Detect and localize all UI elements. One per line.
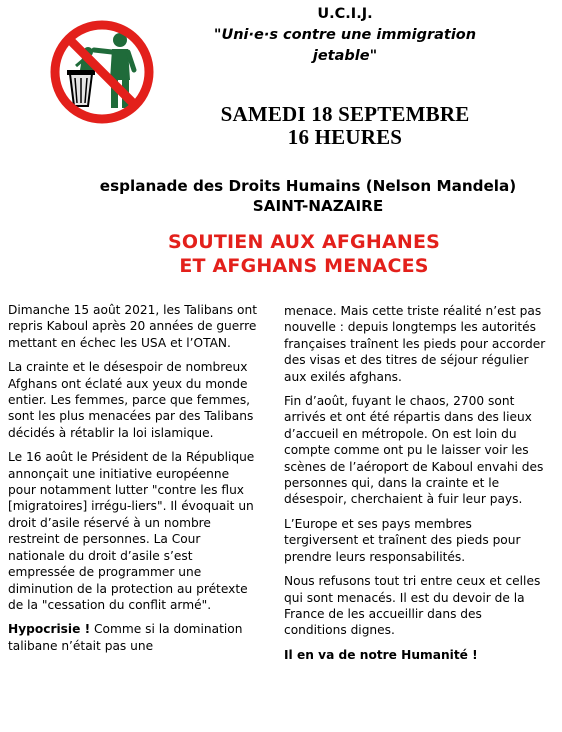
- organization-header: [160, 4, 530, 67]
- organization-slogan-line-2: jetable": [312, 48, 378, 64]
- right-paragraph-2: Fin d’août, fuyant le chaos, 2700 sont arrivés et ont été répartis dans des lieux d’accueil en métropole. On est loin du compte comme ont pu le laisser voir les scènes de l’aéroport de Kaboul envahi des personnes qui, dans la crainte et le désespoir, cherchaient à fuir leur pays.: [284, 394, 544, 507]
- left-paragraph-2: La crainte et le désespoir de nombreux Afghans ont éclaté aux yeux du monde entier. Les femmes, parce que femmes, sont les plus menacées par des Talibans décidés à rétablir la loi islamique.: [8, 360, 254, 440]
- event-venue: [0, 176, 562, 216]
- right-paragraph-1: menace. Mais cette triste réalité n’est pas nouvelle : depuis longtemps les autorités françaises traînent les pieds pour accorder des visas et des titres de séjour régulier aux exilés afghans.: [284, 304, 546, 384]
- right-paragraph-5: [284, 647, 546, 663]
- right-paragraph-3: L’Europe et ses pays membres tergiversent et traînent des pieds pour prendre leurs responsabilités.: [284, 516, 521, 564]
- right-paragraph-4: Nous refusons tout tri entre ceux et celles qui sont menacés. Il est du devoir de la France de les accueillir dans des conditions dignes.: [284, 574, 541, 638]
- left-paragraph-3: Le 16 août le Président de la République annonçait une initiative européenne pour notamment lutter "contre les flux [migratoires] irrégu-liers". Il évoquait un droit d’asile réservé à un nombre restreint de personnes. La Cour nationale du droit d’asile s’est empressée de programmer une diminution de la protection au prétexte de la "cessation du conflit armé".: [8, 450, 255, 612]
- venue-place: esplanade des Droits Humains (Nelson Mandela): [99, 177, 517, 195]
- organization-slogan-line-1: "Uni·e·s contre une immigration: [213, 27, 477, 43]
- hypocrisie-emphasis: Hypocrisie !: [8, 622, 91, 637]
- left-paragraph-4: [8, 621, 259, 654]
- prohibition-sign-graphic: [48, 18, 156, 126]
- right-column: [284, 303, 546, 671]
- left-column: [8, 302, 259, 662]
- headline-line-2: ET AFGHANS MENACES: [179, 255, 429, 277]
- left-paragraph-1: Dimanche 15 août 2021, les Talibans ont repris Kaboul après 20 années de guerre mettant en échec les USA et l’OTAN.: [8, 303, 257, 350]
- trash-can-icon: [67, 70, 95, 106]
- headline-line-1: SOUTIEN AUX AFGHANES: [167, 231, 441, 253]
- no-littering-prohibition-icon: [48, 18, 156, 126]
- headline: [0, 230, 562, 278]
- event-time: 16 HEURES: [287, 125, 403, 149]
- event-date: SAMEDI 18 SEPTEMBRE: [220, 102, 470, 126]
- organization-name: U.C.I.J.: [317, 6, 373, 22]
- event-datetime: [160, 103, 530, 149]
- venue-city: SAINT-NAZAIRE: [252, 197, 384, 215]
- left-paragraph-4-text: Comme si la domination talibane n’était pas une: [8, 622, 243, 653]
- closing-statement: Il en va de notre Humanité !: [284, 647, 478, 662]
